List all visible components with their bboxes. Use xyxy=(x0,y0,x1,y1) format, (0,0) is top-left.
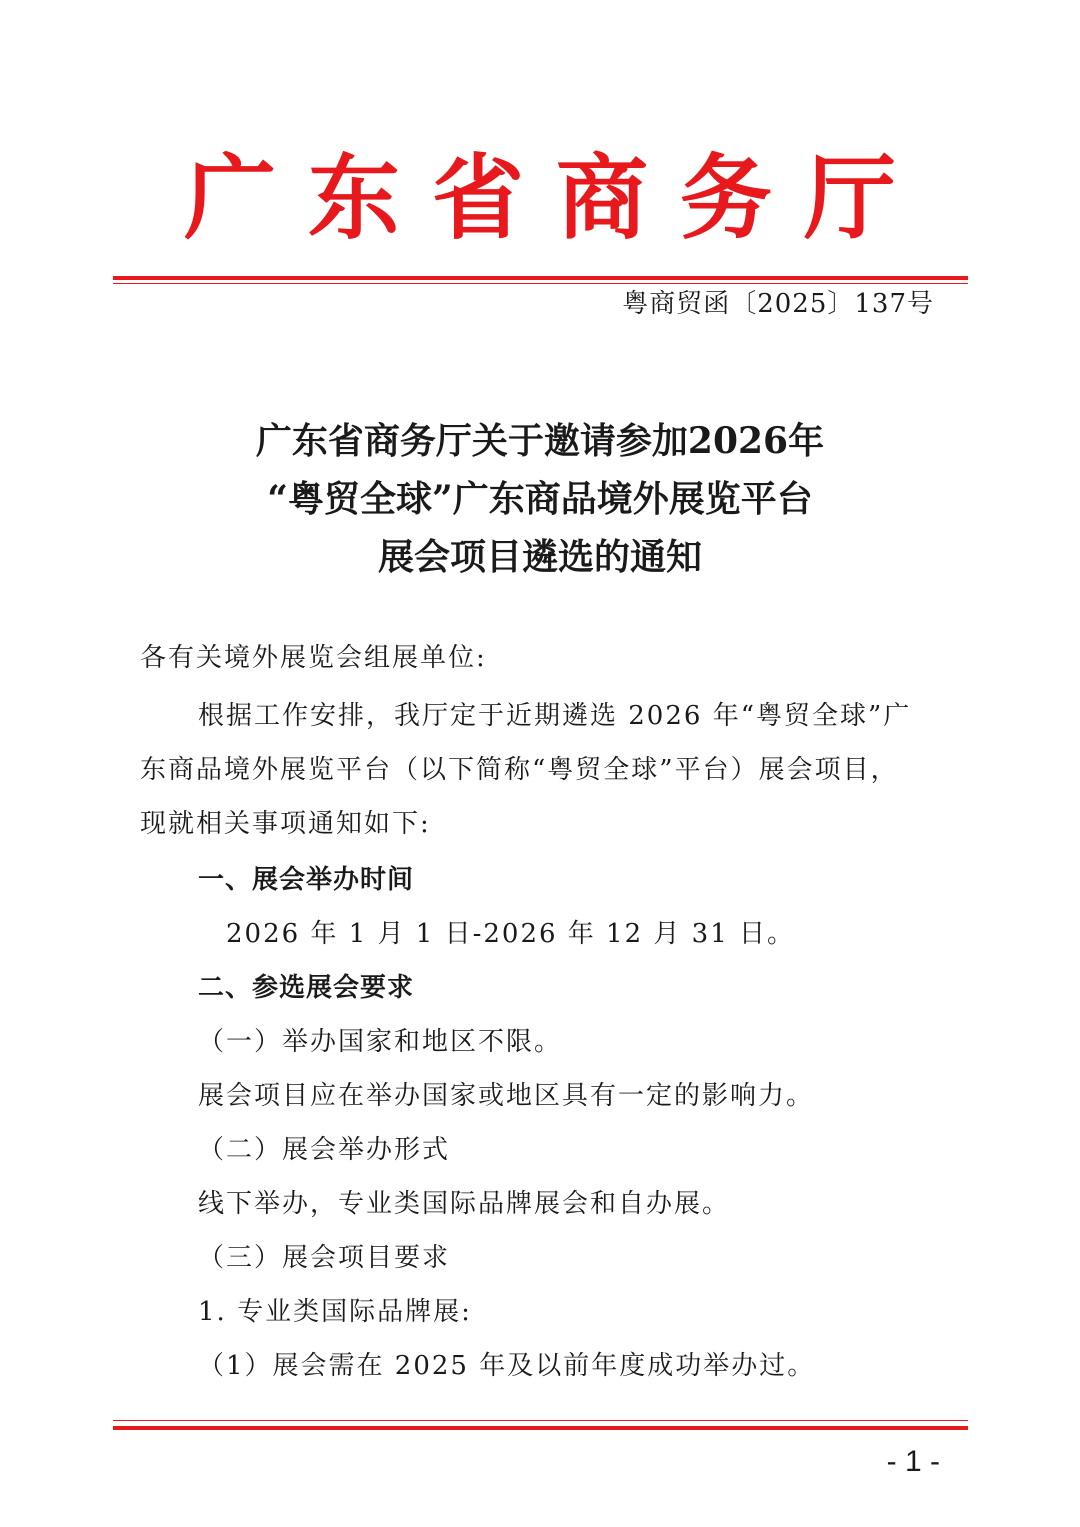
paragraph-line: 根据工作安排，我厅定于近期遴选 2026 年“粤贸全球”广 xyxy=(198,701,912,731)
title-line-1: 广东省商务厅关于邀请参加2026年 xyxy=(255,420,825,462)
document-number: 粤商贸函〔2025〕137号 xyxy=(622,289,934,319)
footer-rule-thick xyxy=(113,1426,968,1430)
notice-title xyxy=(0,412,1080,586)
masthead-char: 务 xyxy=(679,144,772,252)
masthead-char: 广 xyxy=(183,144,276,252)
header-rule-thick xyxy=(113,276,968,280)
subsection-text: 展会项目应在举办国家或地区具有一定的影响力。 xyxy=(198,1081,815,1111)
page-number: - 1 - xyxy=(886,1445,940,1478)
title-line-3: 展会项目遴选的通知 xyxy=(377,536,702,578)
masthead-char: 东 xyxy=(307,144,400,252)
item-text: （1）展会需在 2025 年及以前年度成功举办过。 xyxy=(198,1351,816,1381)
title-line-2: “粤贸全球”广东商品境外展览平台 xyxy=(267,478,813,520)
masthead-char: 省 xyxy=(431,144,524,252)
section-heading: 二、参选展会要求 xyxy=(198,973,415,1003)
masthead-char: 厅 xyxy=(803,144,896,252)
section-text: 2026 年 1 月 1 日-2026 年 12 月 31 日。 xyxy=(226,919,796,949)
item-heading: 1. 专业类国际品牌展: xyxy=(198,1297,472,1327)
section-heading: 一、展会举办时间 xyxy=(198,865,415,895)
paragraph-line: 东商品境外展览平台（以下简称“粤贸全球”平台）展会项目， xyxy=(140,755,899,785)
footer-rule-thin xyxy=(113,1420,968,1421)
header-rule-thin xyxy=(113,283,968,284)
paragraph-line: 现就相关事项通知如下: xyxy=(140,809,431,839)
subsection-heading: （三）展会项目要求 xyxy=(198,1243,451,1273)
subsection-heading: （二）展会举办形式 xyxy=(198,1135,451,1165)
masthead-char: 商 xyxy=(555,144,648,252)
subsection-text: 线下举办，专业类国际品牌展会和自办展。 xyxy=(198,1189,731,1219)
salutation: 各有关境外展览会组展单位: xyxy=(140,643,487,673)
subsection-heading: （一）举办国家和地区不限。 xyxy=(198,1027,563,1057)
agency-masthead xyxy=(180,144,900,252)
